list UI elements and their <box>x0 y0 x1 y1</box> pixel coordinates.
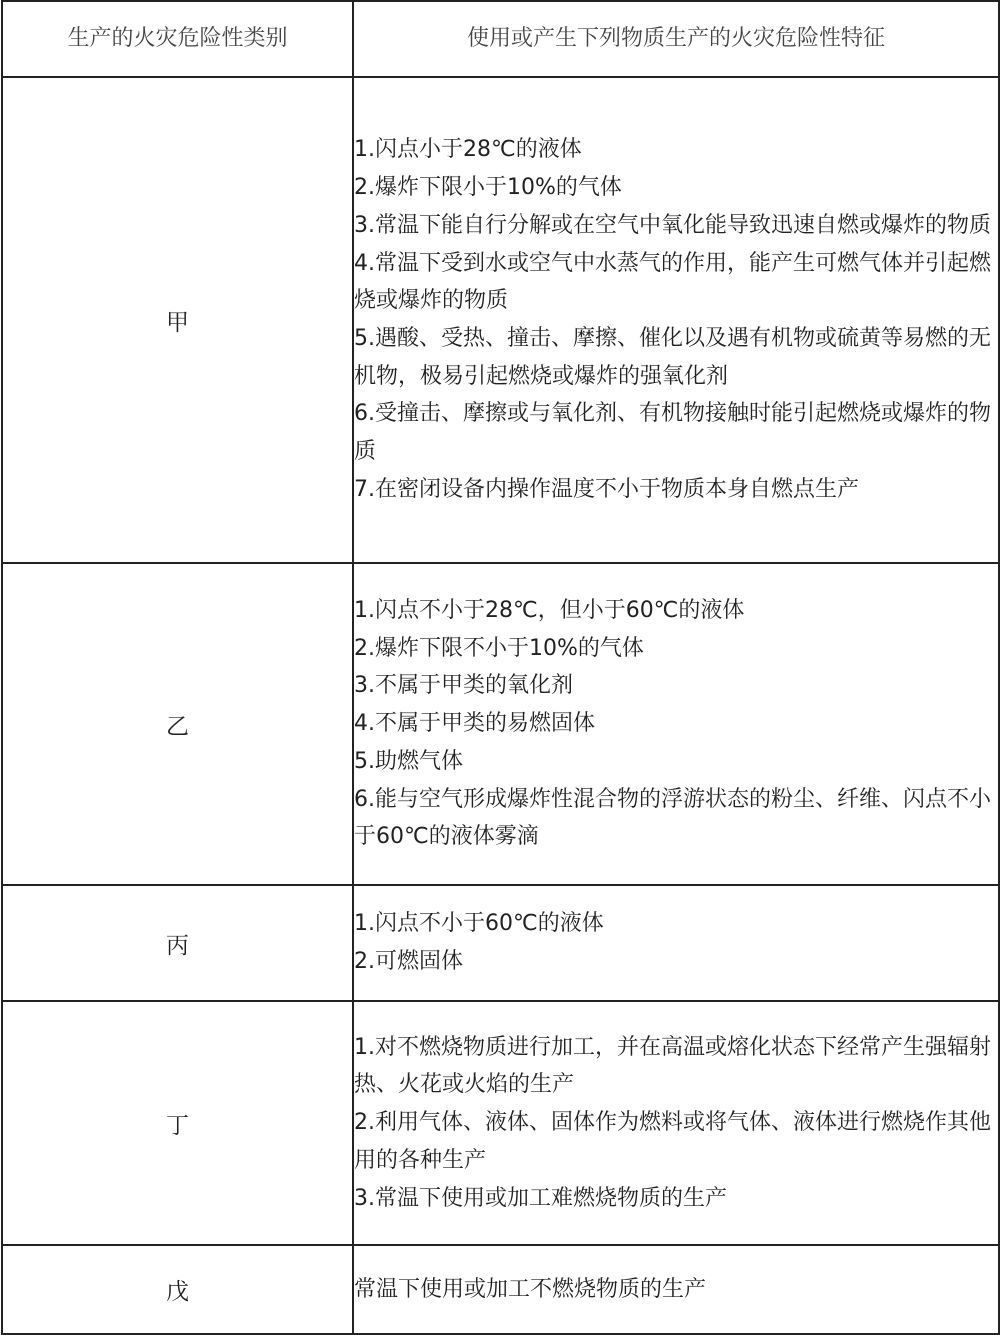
characteristic-item: 7.在密闭设备内操作温度不小于物质本身自燃点生产 <box>354 476 859 502</box>
characteristic-item: 5.遇酸、受热、撞击、摩擦、催化以及遇有机物或硫黄等易燃的无机物，极易引起燃烧或爆炸的强氧化剂 <box>354 326 991 389</box>
characteristic-item: 常温下使用或加工不燃烧物质的生产 <box>354 1276 707 1302</box>
category-cell: 丁 <box>2 1001 353 1245</box>
characteristic-item: 3.常温下能自行分解或在空气中氧化能导致迅速自燃或爆炸的物质 <box>354 212 991 238</box>
table-header-row <box>2 1 999 77</box>
characteristic-item: 6.能与空气形成爆炸性混合物的浮游状态的粉尘、纤维、闪点不小于60℃的液体雾滴 <box>354 786 991 850</box>
characteristic-item: 5.助燃气体 <box>354 748 463 774</box>
table-row <box>2 563 999 885</box>
characteristic-item: 2.可燃固体 <box>354 949 463 974</box>
characteristic-item: 2.利用气体、液体、固体作为燃料或将气体、液体进行燃烧作其他用的各种生产 <box>354 1110 991 1173</box>
characteristics-cell <box>353 1245 999 1334</box>
table-row <box>2 1001 999 1245</box>
characteristic-item: 1.闪点不小于28℃，但小于60℃的液体 <box>354 598 745 624</box>
characteristics-cell <box>353 77 999 563</box>
header-characteristics: 使用或产生下列物质生产的火灾危险性特征 <box>353 1 999 77</box>
characteristics-cell <box>353 1001 999 1245</box>
table-row <box>2 77 999 563</box>
table-row <box>2 1245 999 1334</box>
characteristics-cell <box>353 563 999 885</box>
characteristic-item: 2.爆炸下限不小于10%的气体 <box>354 635 644 661</box>
characteristic-item: 1.对不燃烧物质进行加工，并在高温或熔化状态下经常产生强辐射热、火花或火焰的生产 <box>354 1034 991 1098</box>
header-category: 生产的火灾危险性类别 <box>2 1 353 77</box>
fire-hazard-table <box>1 0 1000 1335</box>
characteristic-item: 3.不属于甲类的氧化剂 <box>354 673 573 699</box>
category-cell: 戊 <box>2 1245 353 1334</box>
characteristic-item: 1.闪点不小于60℃的液体 <box>354 911 604 937</box>
table-row <box>2 885 999 1001</box>
characteristic-item: 4.常温下受到水或空气中水蒸气的作用，能产生可燃气体并引起燃烧或爆炸的物质 <box>354 250 991 314</box>
category-cell: 甲 <box>2 77 353 563</box>
category-cell: 乙 <box>2 563 353 885</box>
characteristic-item: 6.受撞击、摩擦或与氧化剂、有机物接触时能引起燃烧或爆炸的物质 <box>354 401 991 465</box>
category-cell: 丙 <box>2 885 353 1001</box>
characteristic-item: 1.闪点小于28℃的液体 <box>354 137 582 163</box>
characteristic-item: 4.不属于甲类的易燃固体 <box>354 711 595 737</box>
characteristic-item: 3.常温下使用或加工难燃烧物质的生产 <box>354 1185 727 1211</box>
characteristic-item: 2.爆炸下限小于10%的气体 <box>354 175 622 201</box>
characteristics-cell <box>353 885 999 1001</box>
